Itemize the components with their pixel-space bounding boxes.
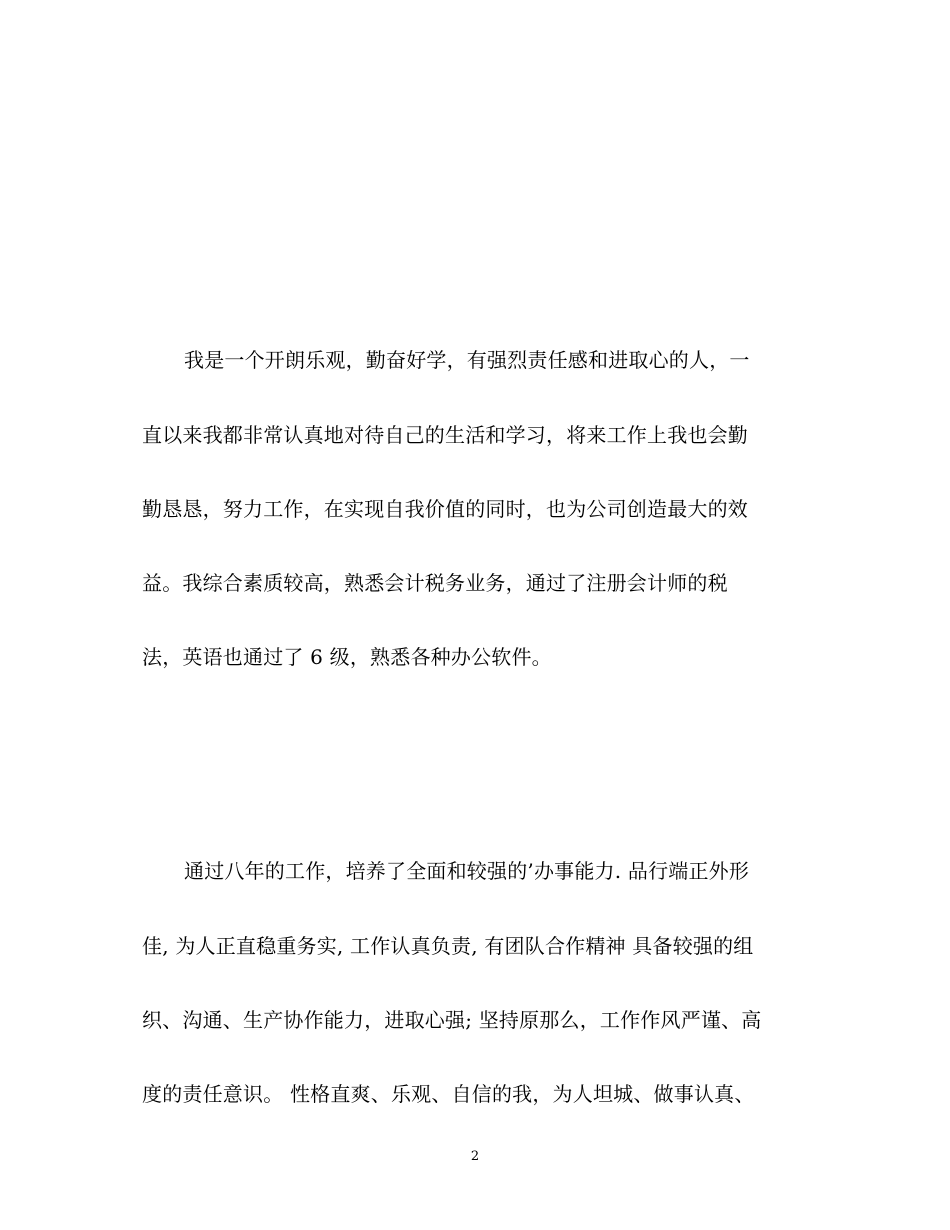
paragraph-1-line-4: 益。我综合素质较高，熟悉会计税务业务，通过了注册会计师的税 (142, 571, 728, 595)
paragraph-2-line-4: 度的责任意识。 性格直爽、乐观、自信的我，为人坦城、做事认真、 (142, 1082, 755, 1106)
page-number: 2 (470, 1149, 480, 1164)
paragraph-2-line-2: 佳, 为人正直稳重务实, 工作认真负责, 有团队合作精神 具备较强的组 (142, 934, 754, 958)
paragraph-1-line-1: 我是一个开朗乐观，勤奋好学，有强烈责任感和进取心的人，一 (184, 348, 750, 372)
paragraph-1-line-5: 法，英语也通过了 6 级，熟悉各种办公软件。 (142, 645, 552, 669)
paragraph-2-line-1: 通过八年的工作，培养了全面和较强的’办事能力. 品行端正外形 (184, 859, 750, 883)
paragraph-2-line-3: 织、沟通、生产协作能力，进取心强; 坚持原那么，工作作风严谨、高 (142, 1008, 762, 1032)
paragraph-1-line-3: 勤恳恳，努力工作，在实现自我价值的同时，也为公司创造最大的效 (142, 497, 748, 521)
paragraph-1-line-2: 直以来我都非常认真地对待自己的生活和学习，将来工作上我也会勤 (142, 423, 748, 447)
